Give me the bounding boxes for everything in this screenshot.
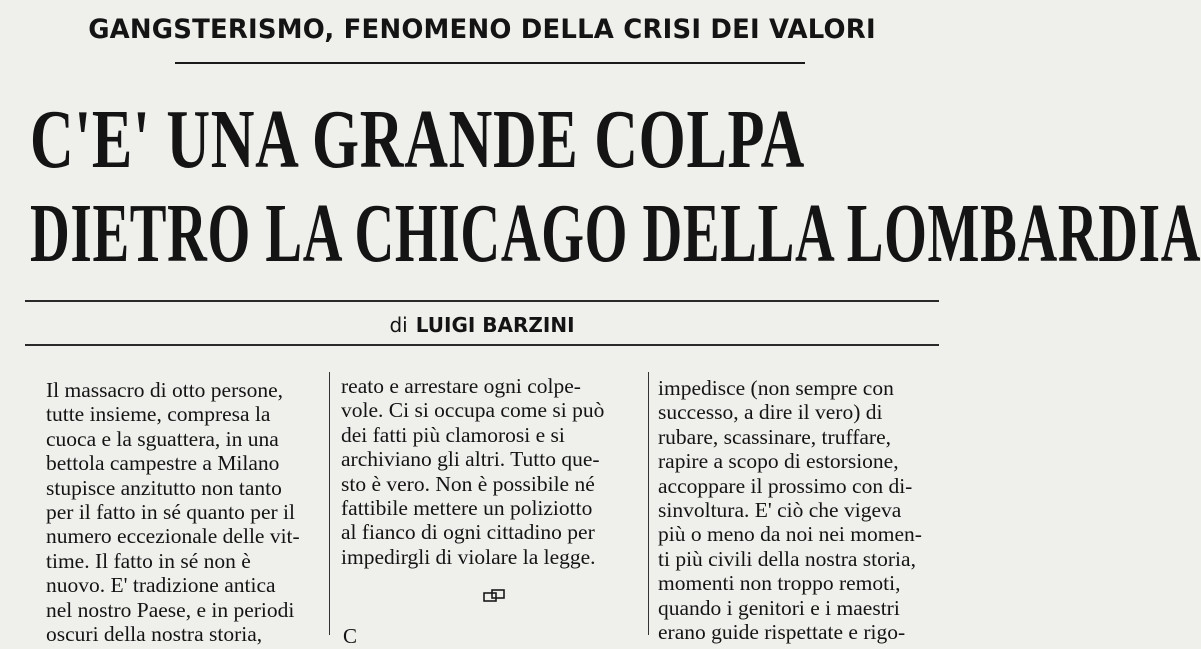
text-line: momenti non troppo remoti, (658, 571, 901, 596)
column-divider-1 (329, 372, 330, 635)
headline-line-2: DIETRO LA CHICAGO DELLA LOMBARDIA (30, 187, 1201, 280)
text-line: reato e arrestare ogni colpe- (341, 374, 581, 398)
text-line: fattibile mettere un poliziotto (341, 495, 593, 520)
text-line: nuovo. E' tradizione antica (46, 573, 276, 598)
text-line: dei fatti più clamorosi e si (341, 422, 565, 447)
text-line: cuoca e la sguattera, in una (46, 426, 279, 451)
text-line: stupisce anzitutto non tanto (46, 475, 282, 500)
text-line: bettola campestre a Milano (46, 451, 280, 476)
text-line: accoppare il prossimo con di- (658, 473, 913, 498)
partial-next-line: C (343, 624, 361, 648)
text-line: vole. Ci si occupa come si può (341, 398, 605, 423)
text-line: archiviano gli altri. Tutto que- (341, 447, 600, 472)
text-line: Il massacro di otto persone, (46, 378, 284, 402)
kicker-underline (175, 62, 805, 64)
text-line: rapire a scopo di estorsione, (658, 449, 899, 474)
text-line: numero eccezionale delle vit- (46, 524, 300, 549)
text-line: nel nostro Paese, e in periodi (46, 597, 295, 622)
text-line: per il fatto in sé quanto per il (46, 499, 295, 524)
text-line: ti più civili della nostra storia, (658, 546, 916, 571)
section-break-ornament-icon (482, 588, 508, 611)
text-line: successo, a dire il vero) di (658, 400, 883, 425)
text-line: più o meno da noi nei momen- (658, 522, 922, 547)
article-column-1 (46, 378, 321, 646)
text-line: al fianco di ogni cittadino per (341, 520, 595, 545)
article-column-2 (341, 374, 637, 569)
byline-prefix: di (389, 313, 408, 337)
column-divider-2 (648, 372, 649, 635)
byline-rule-bottom (25, 344, 939, 346)
text-line: tutte insieme, compresa la (46, 402, 271, 427)
text-line: impedirgli di violare la legge. (341, 544, 596, 569)
text-line: sinvoltura. E' ciò che vigeva (658, 497, 902, 522)
byline (0, 313, 964, 337)
byline-author: LUIGI BARZINI (415, 313, 575, 337)
article-column-3 (658, 376, 954, 644)
text-line: time. Il fatto in sé non è (46, 548, 251, 573)
headline-line-1: C'E' UNA GRANDE COLPA (30, 93, 806, 186)
kicker-headline: GANGSTERISMO, FENOMENO DELLA CRISI DEI VALORI (88, 14, 876, 45)
text-line: erano guide rispettate e rigo- (658, 619, 906, 644)
text-line: sto è vero. Non è possibile né (341, 471, 595, 496)
text-line: rubare, scassinare, truffare, (658, 424, 891, 449)
text-line: quando i genitori e i maestri (658, 595, 900, 620)
byline-rule-top (25, 300, 939, 302)
text-line: oscuri della nostra storia, (46, 621, 263, 646)
text-line: impedisce (non sempre con (658, 376, 894, 400)
